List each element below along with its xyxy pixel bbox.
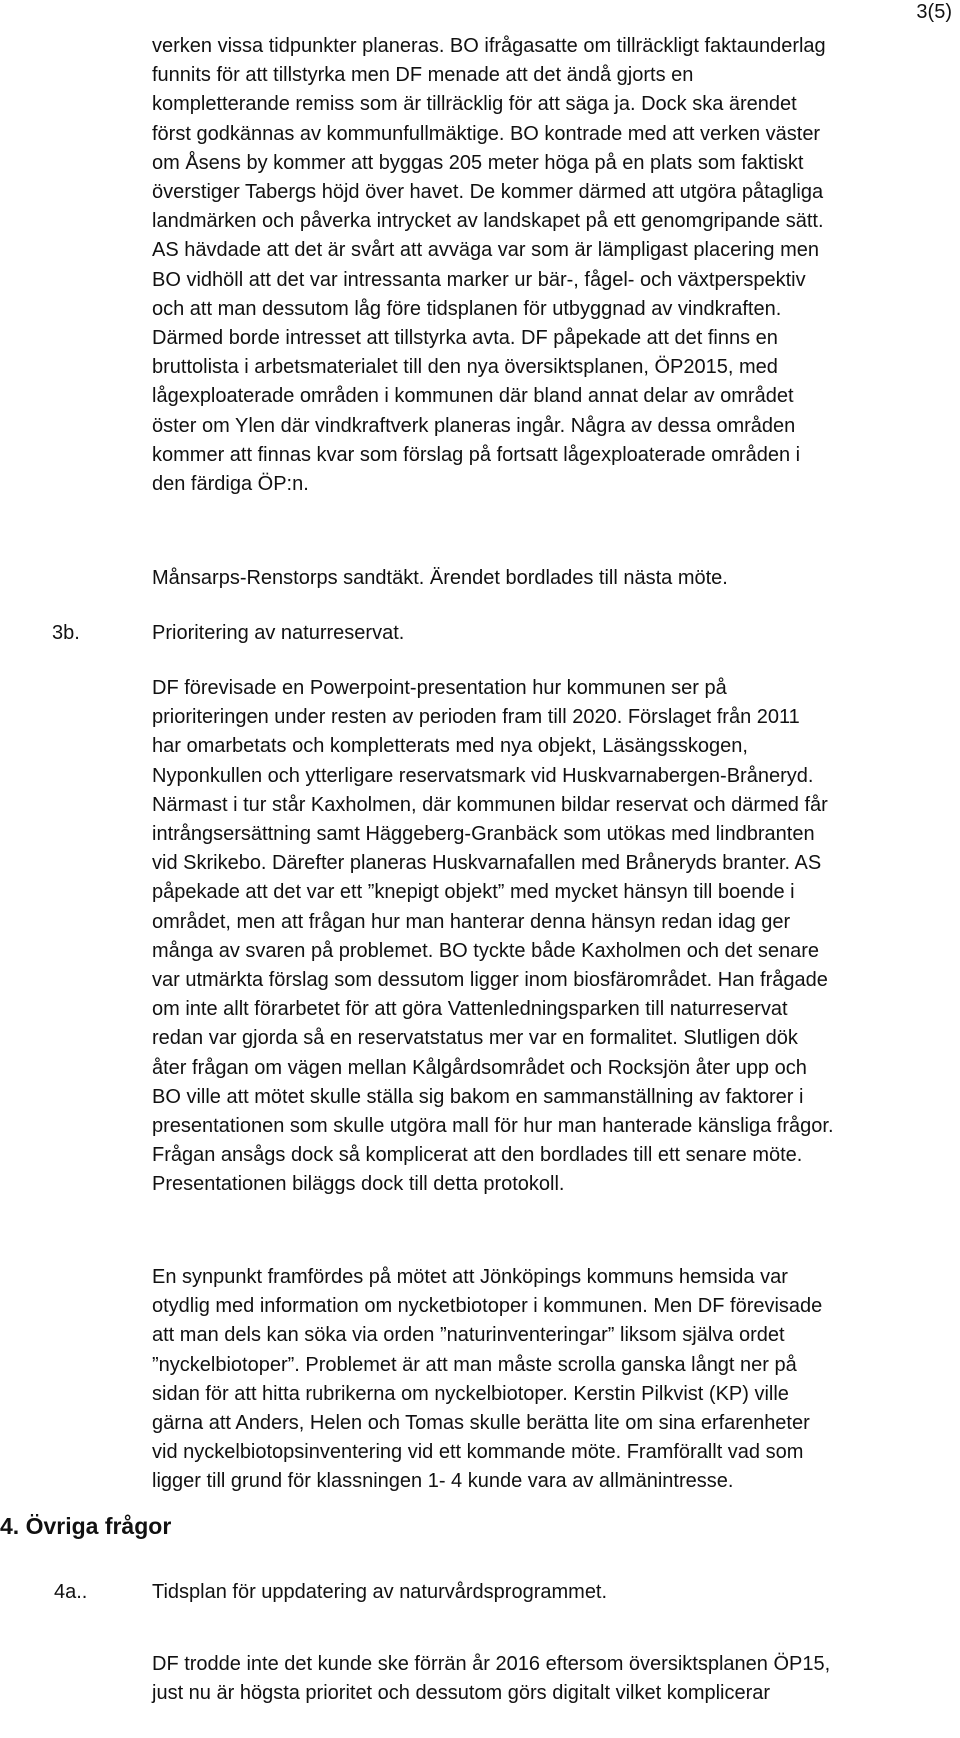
text-line: Presentationen biläggs dock till detta protokoll. bbox=[152, 1173, 565, 1196]
paragraph-nyckelbiotoper bbox=[152, 1263, 960, 1497]
text-line: presentationen som skulle utgöra mall för hur man hanterade känsliga frågor. bbox=[152, 1115, 834, 1138]
text-line: BO vidhöll att det var intressanta marker ur bär-, fågel- och växtperspektiv bbox=[152, 268, 806, 291]
text-line: var utmärkta förslag som dessutom ligger inom biosfärområdet. Han frågade bbox=[152, 969, 828, 992]
text-line: BO ville att mötet skulle ställa sig bakom en sammanställning av faktorer i bbox=[152, 1085, 804, 1108]
text-line: redan var gjorda så en reservatstatus mer var en formalitet. Slutligen dök bbox=[152, 1027, 798, 1050]
text-line: kompletterande remiss som är tillräcklig för att säga ja. Dock ska ärendet bbox=[152, 93, 797, 116]
item-number-4a: 4a.. bbox=[54, 1581, 88, 1603]
text-line: Närmast i tur står Kaxholmen, där kommunen bildar reservat och därmed får bbox=[152, 793, 828, 816]
text-line: öster om Ylen där vindkraftverk planeras ingår. Några av dessa områden bbox=[152, 414, 796, 437]
section-heading-4: 4. Övriga frågor bbox=[0, 1513, 172, 1539]
text-line: först godkännas av kommunfullmäktige. BO kontrade med att verken väster bbox=[152, 122, 821, 145]
text-line: intrångsersättning samt Häggeberg-Granbäck som utökas med lindbranten bbox=[152, 823, 815, 846]
text-line: kommer att finnas kvar som förslag på fortsatt lågexploaterade områden i bbox=[152, 443, 801, 466]
text-line: Nyponkullen och ytterligare reservatsmark vid Huskvarnabergen-Bråneryd. bbox=[152, 764, 814, 787]
text-line: vid Skrikebo. Därefter planeras Huskvarnafallen med Bråneryds branter. AS bbox=[152, 852, 822, 875]
text-line: verken vissa tidpunkter planeras. BO ifrågasatte om tillräckligt faktaunderlag bbox=[152, 35, 826, 57]
text-line: åter frågan om vägen mellan Kålgårdsområdet och Rocksjön åter upp och bbox=[152, 1056, 807, 1079]
text-line: Frågan ansågs dock så komplicerat att den bordlades till ett senare möte. bbox=[152, 1144, 803, 1167]
text-line: En synpunkt framfördes på mötet att Jönköpings kommuns hemsida var bbox=[152, 1266, 788, 1288]
text-line: har omarbetats och kompletterats med nya objekt, Läsängsskogen, bbox=[152, 735, 748, 758]
text-line: just nu är högsta prioritet och dessutom görs digitalt vilket komplicerar bbox=[152, 1682, 771, 1705]
text-line: många av svaren på problemet. BO tyckte både Kaxholmen och det senare bbox=[152, 939, 820, 962]
text-line: om inte allt förarbetet för att göra Vattenledningsparken till naturreservat bbox=[152, 998, 788, 1021]
text-line: AS hävdade att det är svårt att avväga var som är lämpligast placering men bbox=[152, 239, 820, 262]
text-line: funnits för att tillstyrka men DF menade att det ändå gjorts en bbox=[152, 64, 694, 87]
text-line: otydlig med information om nycketbiotoper i kommunen. Men DF förevisade bbox=[152, 1295, 823, 1318]
text-line: bruttolista i arbetsmaterialet till den nya översiktsplanen, ÖP2015, med bbox=[152, 356, 778, 379]
paragraph-vindkraft bbox=[152, 32, 960, 499]
text-line: sidan för att hitta rubrikerna om nyckelbiotoper. Kerstin Pilkvist (KP) ville bbox=[152, 1382, 789, 1405]
text-line: vid nyckelbiotopsinventering vid ett kommande möte. Framförallt vad som bbox=[152, 1441, 804, 1464]
text-line: om Åsens by kommer att byggas 205 meter höga på en plats som faktiskt bbox=[152, 151, 804, 174]
text-line: lågexploaterade områden i kommunen där bland annat delar av området bbox=[152, 385, 794, 408]
paragraph-sandtakt bbox=[152, 564, 960, 593]
text-line: prioriteringen under resten av perioden fram till 2020. Förslaget från 2011 bbox=[152, 706, 800, 729]
text-line: ligger till grund för klassningen 1- 4 kunde vara av allmänintresse. bbox=[152, 1470, 734, 1493]
text-line: gärna att Anders, Helen och Tomas skulle berätta lite om sina erfarenheter bbox=[152, 1412, 810, 1435]
text-line: Månsarps-Renstorps sandtäkt. Ärendet bordlades till nästa möte. bbox=[152, 567, 728, 589]
text-line: att man dels kan söka via orden ”naturinventeringar” liksom själva ordet bbox=[152, 1324, 785, 1347]
page-number: 3(5) bbox=[916, 1, 952, 23]
text-line: och att man dessutom låg före tidsplanen för utbyggnad av vindkraften. bbox=[152, 297, 782, 320]
text-line: DF trodde inte det kunde ske förrän år 2016 eftersom översiktsplanen ÖP15, bbox=[152, 1653, 831, 1675]
item-title-3b: Prioritering av naturreservat. bbox=[152, 622, 405, 644]
text-line: överstiger Tabergs höjd över havet. De kommer därmed att utgöra påtagliga bbox=[152, 181, 824, 204]
text-line: Därmed borde intresset att tillstyrka avta. DF påpekade att det finns en bbox=[152, 327, 778, 350]
item-title-4a: Tidsplan för uppdatering av naturvårdsprogrammet. bbox=[152, 1581, 608, 1603]
text-line: påpekade att det var ett ”knepigt objekt” med mycket hänsyn till boende i bbox=[152, 881, 795, 904]
text-line: området, men att frågan hur man hanterar denna hänsyn redan idag ger bbox=[152, 910, 791, 933]
text-line: DF förevisade en Powerpoint-presentation hur kommunen ser på bbox=[152, 677, 727, 699]
text-line: ”nyckelbiotoper”. Problemet är att man måste scrolla ganska långt ner på bbox=[152, 1353, 797, 1376]
paragraph-tidsplan bbox=[152, 1650, 960, 1708]
text-line: landmärken och påverka intrycket av landskapet på ett genomgripande sätt. bbox=[152, 210, 824, 233]
paragraph-naturreservat bbox=[152, 674, 960, 1200]
item-number-3b: 3b. bbox=[52, 622, 80, 644]
text-line: den färdiga ÖP:n. bbox=[152, 473, 309, 496]
